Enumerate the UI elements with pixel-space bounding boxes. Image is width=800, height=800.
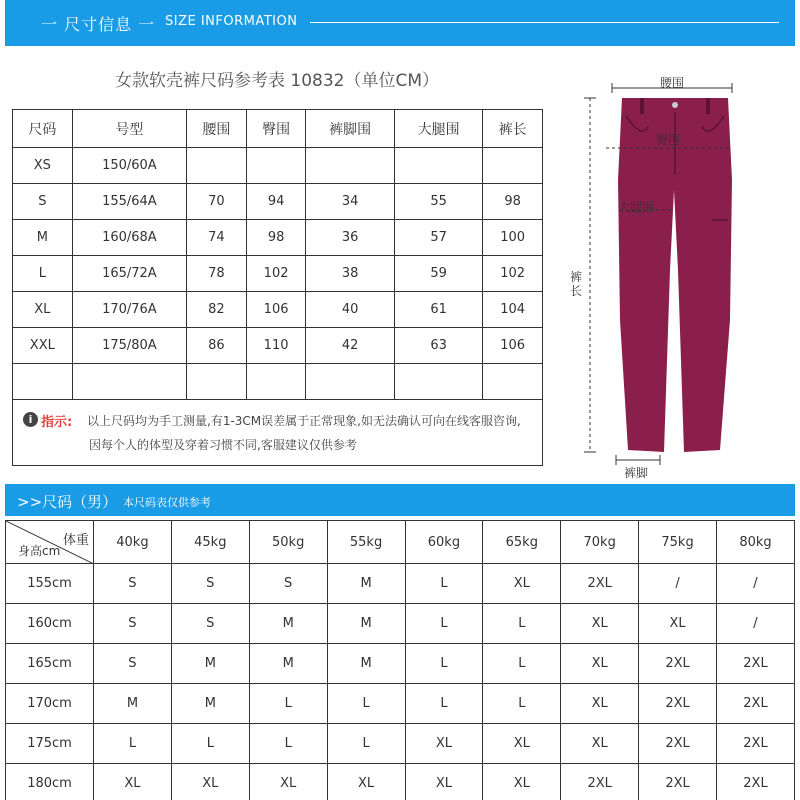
table-cell: L: [405, 564, 483, 604]
measurement-note: [12, 398, 543, 466]
table-cell: [13, 364, 73, 400]
table-cell: [394, 364, 482, 400]
table-cell: 42: [306, 328, 394, 364]
table-cell: L: [483, 604, 561, 644]
size-info-banner: [5, 0, 795, 46]
table-cell: 106: [246, 292, 306, 328]
table-cell: 2XL: [639, 644, 717, 684]
height-row-header: 165cm: [6, 644, 94, 684]
table-cell: L: [327, 684, 405, 724]
men-table-corner: [6, 521, 94, 564]
table-cell: S: [171, 564, 249, 604]
table-cell: [187, 364, 247, 400]
table-cell: 110: [246, 328, 306, 364]
table-row: [6, 604, 795, 644]
weight-col-header: 40kg: [94, 521, 172, 564]
table-cell: M: [327, 604, 405, 644]
men-banner-subtitle: 本尺码表仅供参考: [123, 496, 211, 509]
note-line-1: 以上尺码均为手工测量,有1-3CM误差属于正常现象,如无法确认可向在线客服咨询,: [87, 414, 521, 428]
table-cell: M: [13, 220, 73, 256]
weight-col-header: 65kg: [483, 521, 561, 564]
women-table-title: 女款软壳裤尺码参考表 10832（单位CM）: [114, 71, 440, 91]
table-cell: M: [171, 684, 249, 724]
table-cell: XL: [561, 644, 639, 684]
table-cell: XL: [483, 764, 561, 800]
table-cell: [72, 364, 186, 400]
table-cell: XL: [561, 724, 639, 764]
table-cell: XL: [405, 724, 483, 764]
table-cell: XL: [639, 604, 717, 644]
table-cell: L: [13, 256, 73, 292]
table-cell: [394, 148, 482, 184]
women-table-header: [13, 110, 543, 148]
table-cell: L: [249, 684, 327, 724]
height-row-header: 160cm: [6, 604, 94, 644]
table-cell: S: [171, 604, 249, 644]
table-row: [13, 184, 543, 220]
table-cell: [306, 364, 394, 400]
women-col-header: 裤脚围: [306, 110, 394, 148]
table-cell: [483, 364, 543, 400]
table-row: [13, 328, 543, 364]
table-cell: XS: [13, 148, 73, 184]
table-row: [13, 148, 543, 184]
men-table-header: [6, 521, 795, 564]
table-cell: XL: [405, 764, 483, 800]
table-cell: S: [13, 184, 73, 220]
note-line-2: 因每个人的体型及穿着习惯不同,客服建议仅供参考: [89, 438, 357, 452]
table-cell: XL: [483, 564, 561, 604]
table-cell: 74: [187, 220, 247, 256]
height-row-header: 170cm: [6, 684, 94, 724]
table-row: [13, 256, 543, 292]
table-cell: 102: [246, 256, 306, 292]
table-cell: 150/60A: [72, 148, 186, 184]
table-cell: M: [327, 644, 405, 684]
table-cell: L: [249, 724, 327, 764]
men-size-banner: [5, 484, 795, 516]
table-cell: 82: [187, 292, 247, 328]
table-cell: 106: [483, 328, 543, 364]
table-cell: 155/64A: [72, 184, 186, 220]
table-cell: 61: [394, 292, 482, 328]
table-cell: L: [405, 604, 483, 644]
women-col-header: 大腿围: [394, 110, 482, 148]
table-cell: 34: [306, 184, 394, 220]
table-cell: 2XL: [561, 564, 639, 604]
women-col-header: 臀围: [246, 110, 306, 148]
table-cell: 102: [483, 256, 543, 292]
table-cell: L: [171, 724, 249, 764]
table-row: [13, 364, 543, 400]
table-cell: 104: [483, 292, 543, 328]
table-cell: 175/80A: [72, 328, 186, 364]
table-cell: M: [94, 684, 172, 724]
women-col-header: 号型: [72, 110, 186, 148]
table-cell: 78: [187, 256, 247, 292]
weight-col-header: 70kg: [561, 521, 639, 564]
table-row: [6, 644, 795, 684]
table-cell: /: [717, 564, 795, 604]
table-cell: [187, 148, 247, 184]
table-cell: 98: [483, 184, 543, 220]
table-cell: S: [94, 644, 172, 684]
women-col-header: 尺码: [13, 110, 73, 148]
men-size-table: [5, 520, 795, 800]
weight-col-header: 50kg: [249, 521, 327, 564]
table-cell: 2XL: [639, 684, 717, 724]
table-cell: S: [94, 604, 172, 644]
table-row: [6, 564, 795, 604]
table-row: [13, 220, 543, 256]
banner-title-cn: 一 尺寸信息 一: [41, 15, 156, 34]
table-cell: 2XL: [639, 724, 717, 764]
table-cell: XL: [249, 764, 327, 800]
table-cell: L: [405, 684, 483, 724]
table-cell: 36: [306, 220, 394, 256]
table-cell: /: [717, 604, 795, 644]
table-cell: 2XL: [717, 684, 795, 724]
weight-col-header: 60kg: [405, 521, 483, 564]
table-row: [13, 292, 543, 328]
table-cell: 2XL: [717, 724, 795, 764]
table-row: [6, 724, 795, 764]
table-row: [6, 684, 795, 724]
weight-col-header: 45kg: [171, 521, 249, 564]
table-cell: L: [405, 644, 483, 684]
table-cell: 57: [394, 220, 482, 256]
women-col-header: 腰围: [187, 110, 247, 148]
thigh-label: 大腿围: [618, 200, 655, 214]
table-cell: 100: [483, 220, 543, 256]
table-cell: 2XL: [639, 764, 717, 800]
table-cell: XL: [13, 292, 73, 328]
women-size-table: [12, 109, 543, 400]
table-cell: L: [483, 684, 561, 724]
height-row-header: 175cm: [6, 724, 94, 764]
weight-header: 体重: [62, 533, 89, 548]
weight-col-header: 75kg: [639, 521, 717, 564]
table-cell: XL: [561, 684, 639, 724]
table-row: [6, 764, 795, 800]
table-cell: [246, 364, 306, 400]
table-cell: L: [483, 644, 561, 684]
waist-label: 腰围: [660, 76, 685, 90]
table-cell: 59: [394, 256, 482, 292]
hip-label: 臀围: [656, 133, 681, 147]
table-cell: M: [249, 604, 327, 644]
table-cell: XL: [483, 724, 561, 764]
info-icon: i: [23, 412, 38, 427]
table-cell: [483, 148, 543, 184]
table-cell: 165/72A: [72, 256, 186, 292]
weight-col-header: 80kg: [717, 521, 795, 564]
women-col-header: 裤长: [483, 110, 543, 148]
table-cell: L: [94, 724, 172, 764]
table-cell: M: [171, 644, 249, 684]
table-cell: 38: [306, 256, 394, 292]
table-cell: S: [249, 564, 327, 604]
table-cell: /: [639, 564, 717, 604]
table-cell: 70: [187, 184, 247, 220]
men-banner-title: >>尺码（男）: [17, 493, 118, 511]
table-cell: M: [249, 644, 327, 684]
table-cell: 63: [394, 328, 482, 364]
pants-diagram: [560, 70, 790, 480]
table-cell: S: [94, 564, 172, 604]
table-cell: 86: [187, 328, 247, 364]
table-cell: [306, 148, 394, 184]
table-cell: M: [327, 564, 405, 604]
table-cell: 98: [246, 220, 306, 256]
table-cell: 160/68A: [72, 220, 186, 256]
length-label: 裤长: [570, 270, 583, 298]
table-cell: L: [327, 724, 405, 764]
table-cell: 2XL: [561, 764, 639, 800]
note-label: 指示:: [41, 415, 73, 430]
banner-title-en: SIZE INFORMATION: [165, 14, 298, 29]
weight-col-header: 55kg: [327, 521, 405, 564]
height-row-header: 155cm: [6, 564, 94, 604]
table-cell: 55: [394, 184, 482, 220]
table-cell: XXL: [13, 328, 73, 364]
table-cell: 2XL: [717, 644, 795, 684]
table-cell: 40: [306, 292, 394, 328]
table-cell: [246, 148, 306, 184]
table-cell: XL: [171, 764, 249, 800]
table-cell: XL: [94, 764, 172, 800]
table-cell: 170/76A: [72, 292, 186, 328]
height-row-header: 180cm: [6, 764, 94, 800]
table-cell: XL: [327, 764, 405, 800]
table-cell: 2XL: [717, 764, 795, 800]
table-cell: XL: [561, 604, 639, 644]
height-header: 身高cm: [18, 544, 61, 558]
table-cell: 94: [246, 184, 306, 220]
banner-divider: [310, 22, 779, 23]
hem-label: 裤脚: [624, 466, 649, 480]
